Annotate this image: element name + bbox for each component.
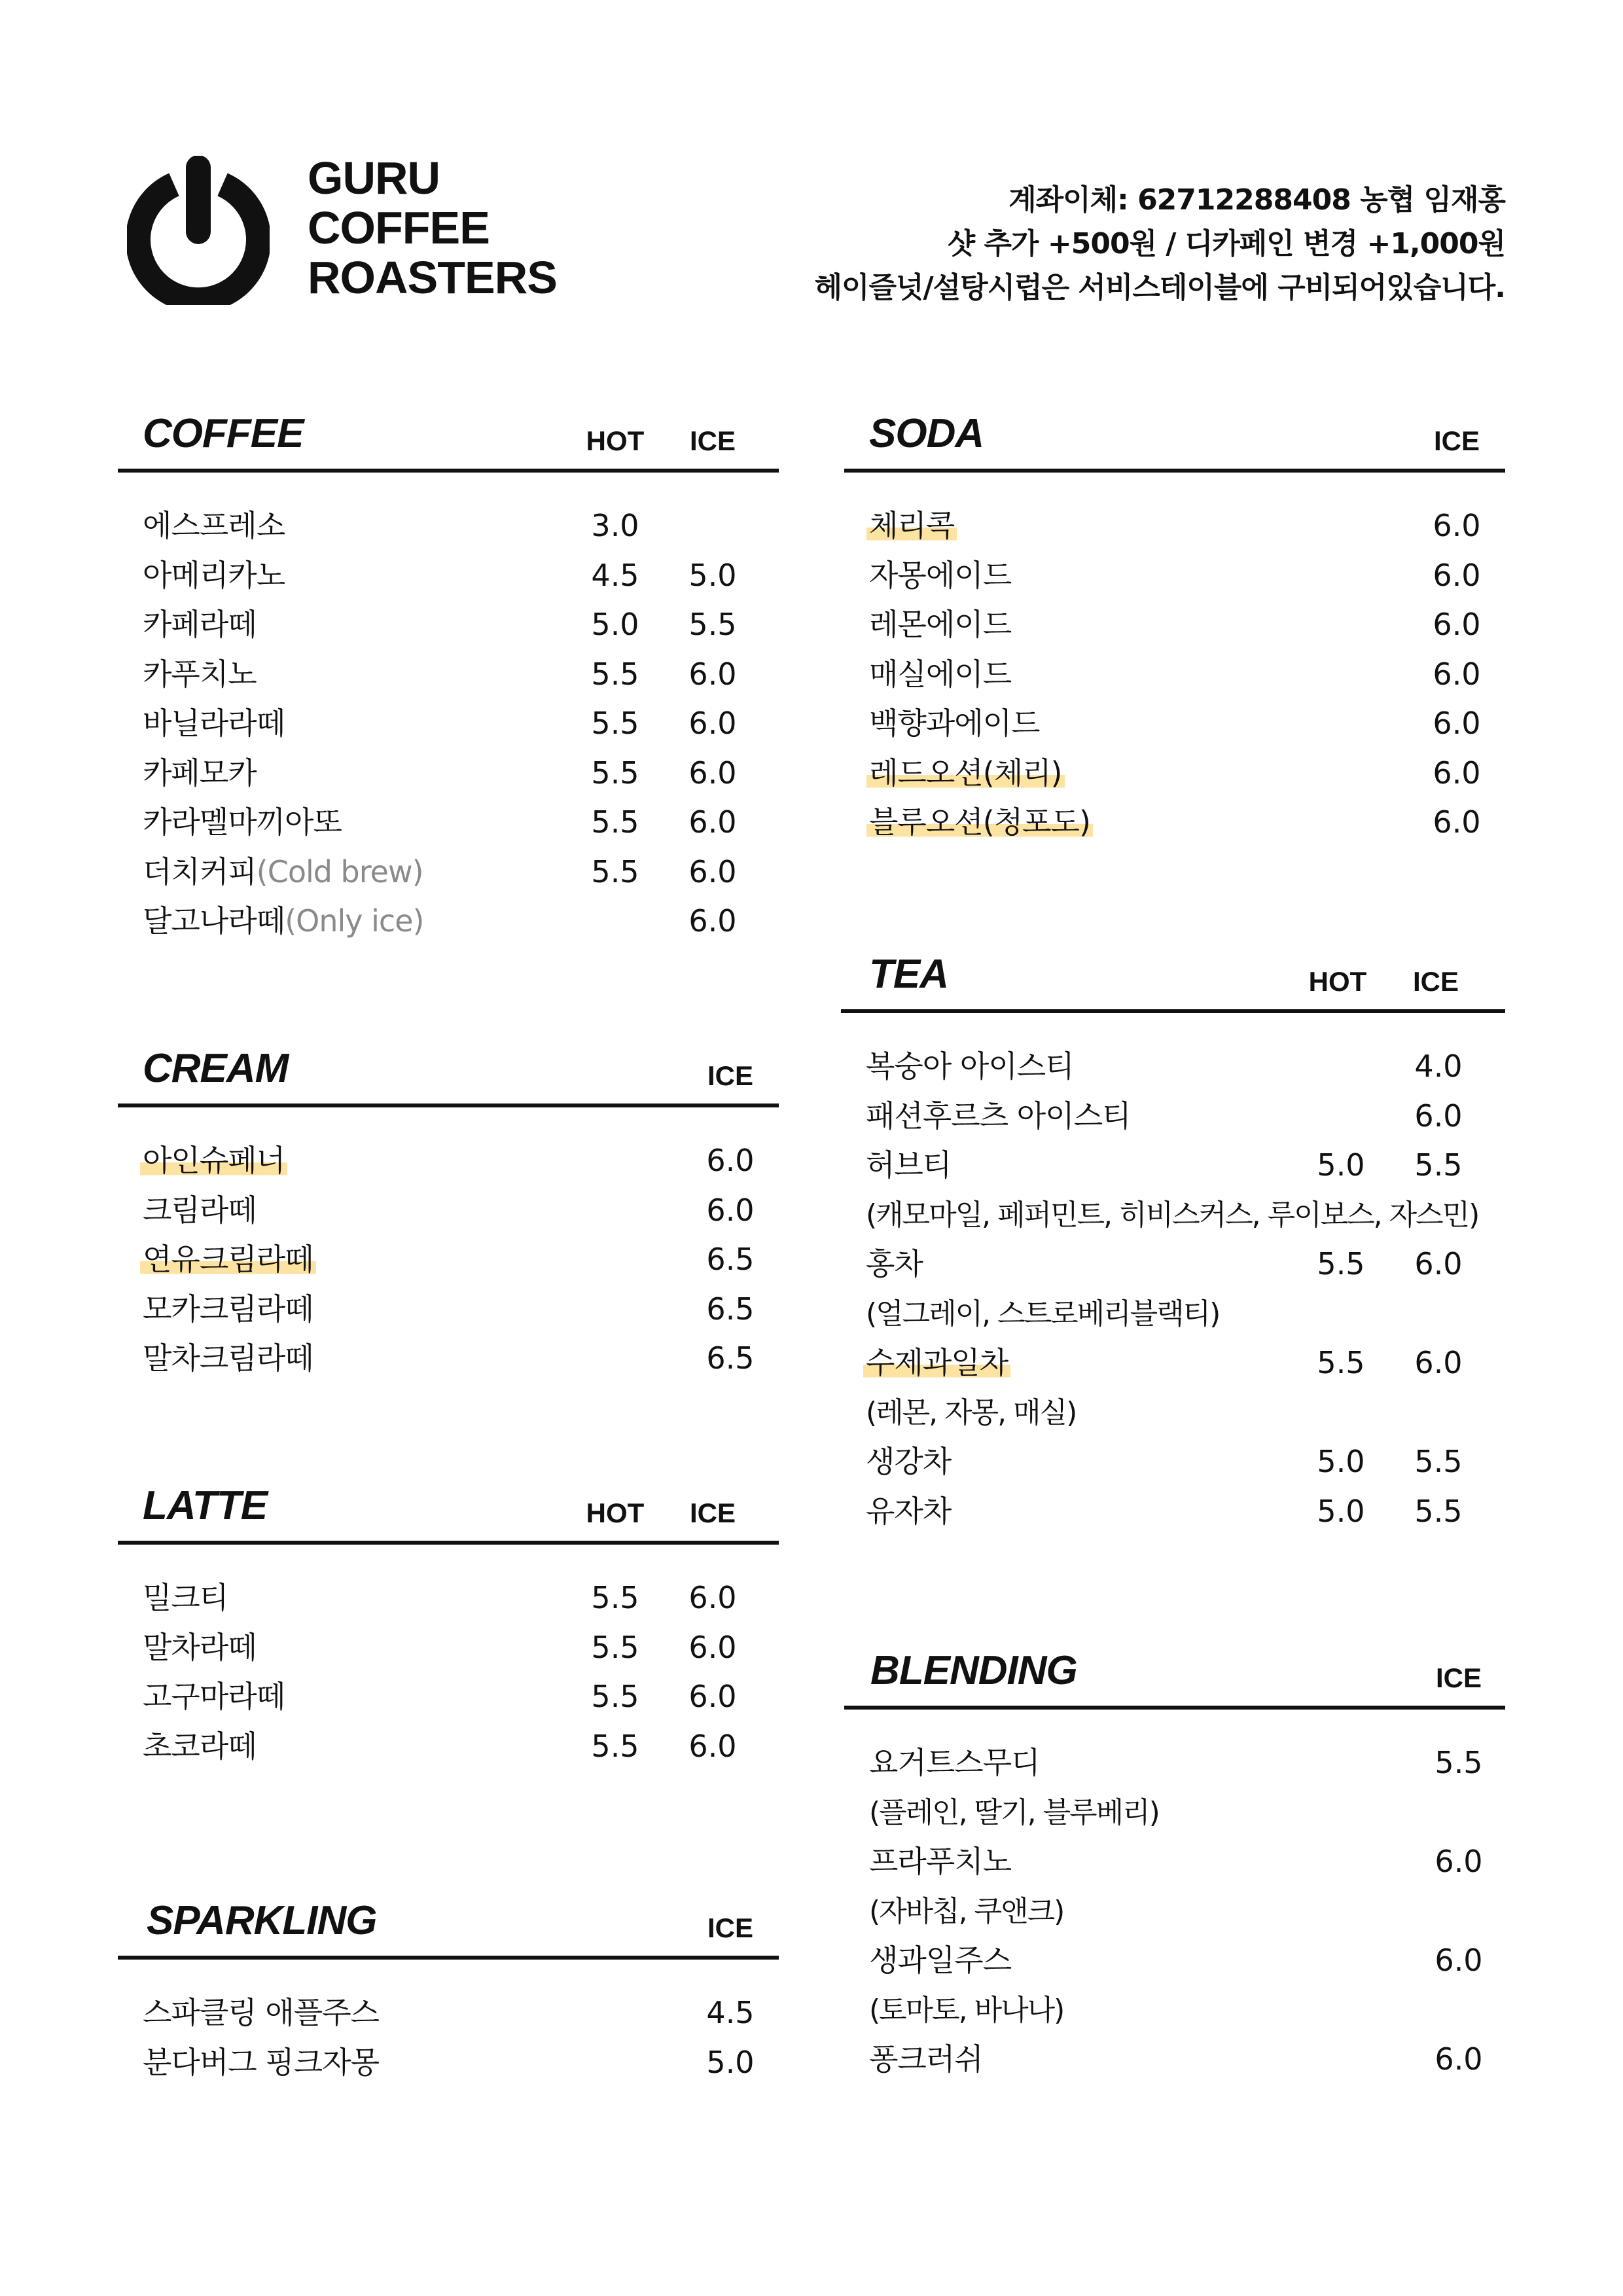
item-name — [869, 1837, 1011, 1887]
menu-item — [118, 798, 779, 848]
item-name — [143, 650, 257, 700]
item-name — [869, 699, 1040, 749]
power-icon — [127, 156, 270, 305]
item-name-text: 크림라떼 — [143, 1192, 257, 1228]
item-name — [143, 798, 342, 848]
item-name-text: 카푸치노 — [143, 656, 257, 692]
menu-item — [844, 501, 1505, 551]
hot-price: 5.0 — [591, 607, 639, 642]
hot-column-label: HOT — [586, 425, 645, 456]
item-name-text: 카라멜마끼아또 — [143, 804, 342, 840]
item-name — [866, 1437, 951, 1487]
hot-column-label: HOT — [586, 1498, 645, 1528]
item-name-text: 매실에이드 — [869, 656, 1012, 692]
item-name — [143, 1285, 313, 1335]
menu-item — [118, 501, 779, 551]
item-options-text: (얼그레이, 스트로베리블랙티) — [866, 1297, 1220, 1331]
menu-item — [118, 699, 779, 749]
syrup-info: 헤이즐넛/설탕시럽은 서비스테이블에 구비되어있습니다. — [814, 271, 1505, 304]
hot-price: 4.5 — [591, 557, 639, 593]
item-name-text: 블루오션(청포도) — [866, 804, 1093, 840]
brand-line: GURU — [308, 152, 440, 204]
hot-price: 5.5 — [591, 1629, 639, 1665]
item-name — [143, 1988, 379, 2038]
ice-price: 4.5 — [706, 1995, 755, 2030]
item-name — [143, 501, 285, 551]
item-name — [866, 1487, 951, 1537]
item-name-text: 유자차 — [866, 1493, 952, 1529]
section-title: TEA — [869, 952, 948, 997]
item-name — [866, 1092, 1131, 1141]
item-options — [844, 1986, 1505, 2036]
item-name — [869, 798, 1093, 848]
ice-price: 6.0 — [1433, 607, 1481, 642]
ice-price: 6.5 — [706, 1242, 755, 1277]
brand-line: ROASTERS — [308, 252, 557, 303]
item-name — [866, 1240, 923, 1289]
ice-price: 6.0 — [1435, 2041, 1483, 2077]
bank-transfer-info: 계좌이체: 62712288408 농협 임재홍 — [1008, 183, 1505, 217]
section-header — [841, 952, 1505, 1013]
item-list — [118, 1136, 779, 1384]
sparkling-section — [118, 1898, 779, 2087]
item-note: (Cold brew) — [256, 853, 423, 889]
item-options — [841, 1191, 1505, 1240]
menu-item — [118, 600, 779, 650]
menu-item — [118, 1334, 779, 1384]
ice-price: 6.0 — [1433, 557, 1481, 593]
item-name-text: 수제과일차 — [863, 1345, 1010, 1380]
menu-item — [118, 1573, 779, 1623]
item-name-text: 분다버그 핑크자몽 — [143, 2044, 380, 2080]
item-name — [866, 1141, 951, 1191]
section-header — [844, 1648, 1505, 1710]
item-name-text: 더치커피 — [143, 853, 257, 889]
item-list — [118, 501, 779, 946]
item-name — [143, 600, 257, 650]
menu-item — [841, 1042, 1505, 1092]
item-name-text: 퐁크러쉬 — [869, 2041, 983, 2077]
ice-price: 6.0 — [688, 1728, 737, 1764]
item-options-text: (캐모마일, 페퍼민트, 히비스커스, 루이보스, 자스민) — [866, 1198, 1479, 1232]
ice-price: 5.5 — [1414, 1444, 1463, 1479]
tea-section — [841, 952, 1505, 1536]
item-name-text: 패션후르츠 아이스티 — [866, 1098, 1131, 1134]
item-name — [143, 551, 285, 601]
ice-price: 6.0 — [688, 804, 737, 840]
section-header — [844, 411, 1505, 473]
item-name — [866, 1338, 1010, 1388]
menu-item — [844, 551, 1505, 601]
item-name-text: 카페모카 — [143, 755, 257, 791]
ice-price: 6.0 — [688, 656, 737, 692]
hot-price: 5.5 — [591, 804, 639, 840]
ice-column-label: ICE — [707, 1912, 754, 1943]
ice-price: 4.0 — [1414, 1049, 1463, 1084]
item-name — [869, 1738, 1040, 1788]
item-options-text: (자바칩, 쿠앤크) — [869, 1894, 1064, 1928]
menu-item — [118, 848, 779, 897]
menu-item — [844, 600, 1505, 650]
menu-item — [118, 650, 779, 700]
blending-section — [844, 1648, 1505, 2085]
item-name-text: 생과일주스 — [869, 1943, 1012, 1978]
cream-section — [118, 1046, 779, 1384]
section-title: CREAM — [143, 1046, 289, 1091]
ice-price: 6.0 — [688, 1679, 737, 1714]
menu-item — [118, 1235, 779, 1285]
item-name-text: 자몽에이드 — [869, 557, 1012, 593]
hot-price: 5.5 — [591, 706, 639, 741]
latte-section — [118, 1483, 779, 1771]
ice-column-label: ICE — [707, 1060, 754, 1091]
coffee-section — [118, 411, 779, 946]
ice-price: 6.0 — [1414, 1098, 1463, 1134]
menu-item — [844, 650, 1505, 700]
menu-item — [118, 1672, 779, 1722]
hot-price: 5.5 — [591, 1679, 639, 1714]
item-name-text: 생강차 — [866, 1444, 952, 1479]
ice-price: 6.0 — [1414, 1345, 1463, 1380]
menu-item — [118, 1136, 779, 1186]
item-name — [143, 848, 423, 897]
hot-price: 5.5 — [591, 1728, 639, 1764]
item-name-text: 말차크림라떼 — [143, 1340, 313, 1376]
item-options-text: (레몬, 자몽, 매실) — [866, 1395, 1077, 1429]
extra-options-info: 샷 추가 +500원 / 디카페인 변경 +1,000원 — [947, 227, 1505, 260]
menu-item — [118, 1623, 779, 1673]
item-name-text: 초코라떼 — [143, 1728, 257, 1764]
menu-item — [844, 2035, 1505, 2085]
menu-item — [844, 749, 1505, 798]
ice-price: 6.0 — [1435, 1943, 1483, 1978]
menu-item — [118, 1988, 779, 2038]
item-name-text: 말차라떼 — [143, 1629, 257, 1665]
ice-column-label: ICE — [1435, 1662, 1482, 1693]
item-name-text: 레몬에이드 — [869, 607, 1012, 642]
ice-price: 6.0 — [688, 1580, 737, 1615]
brand-name — [308, 153, 557, 302]
item-name-text: 백향과에이드 — [869, 706, 1040, 741]
menu-item — [844, 1936, 1505, 1986]
menu-item — [844, 1738, 1505, 1788]
ice-price: 5.5 — [1414, 1493, 1463, 1529]
item-options — [841, 1289, 1505, 1339]
item-name-text: 카페라떼 — [143, 607, 257, 642]
section-title: SODA — [869, 411, 984, 456]
item-name-text: 바닐라라떼 — [143, 706, 285, 741]
menu-item — [118, 1722, 779, 1772]
item-list — [118, 1573, 779, 1771]
item-name — [869, 551, 1011, 601]
item-name-text: 체리콕 — [866, 508, 957, 543]
item-name — [866, 1042, 1074, 1092]
item-name — [143, 2038, 379, 2088]
menu-item — [841, 1487, 1505, 1537]
ice-price: 6.0 — [1433, 804, 1481, 840]
item-name — [143, 1573, 228, 1623]
section-header — [118, 411, 779, 473]
ice-price: 6.5 — [706, 1291, 755, 1327]
hot-price: 5.5 — [591, 1580, 639, 1615]
section-title: BLENDING — [870, 1648, 1077, 1693]
section-title: SPARKLING — [147, 1898, 377, 1943]
item-name-text: 허브티 — [866, 1147, 952, 1183]
ice-price: 5.0 — [706, 2044, 755, 2080]
item-name — [143, 1623, 257, 1673]
item-name-text: 스파클링 애플주스 — [143, 1995, 380, 2030]
item-list — [841, 1042, 1505, 1536]
item-name — [869, 2035, 983, 2085]
ice-price: 5.5 — [688, 607, 737, 642]
item-name-text: 요거트스무디 — [869, 1745, 1040, 1780]
menu-item — [118, 2038, 779, 2088]
ice-price: 6.0 — [1433, 508, 1481, 543]
soda-section — [844, 411, 1505, 848]
item-name — [143, 1722, 257, 1772]
item-options — [844, 1788, 1505, 1838]
item-name-text: 에스프레소 — [143, 508, 285, 543]
ice-price: 5.5 — [1414, 1147, 1463, 1183]
item-name — [869, 600, 1011, 650]
item-name-text: 밀크티 — [143, 1580, 228, 1615]
hot-price: 5.5 — [591, 656, 639, 692]
ice-column-label: ICE — [689, 1498, 736, 1528]
ice-price: 6.0 — [1433, 755, 1481, 791]
item-name-text: 모카크림라떼 — [143, 1291, 313, 1327]
item-name-text: 아인슈페너 — [140, 1143, 287, 1178]
item-name — [143, 1672, 285, 1722]
ice-price: 6.0 — [1435, 1844, 1483, 1879]
menu-item — [844, 699, 1505, 749]
brand-line: COFFEE — [308, 202, 490, 253]
ice-column-label: ICE — [1433, 425, 1480, 456]
item-name — [143, 1136, 287, 1186]
menu-item — [841, 1338, 1505, 1388]
ice-price: 6.0 — [1433, 706, 1481, 741]
item-name-text: 연유크림라떼 — [140, 1242, 316, 1277]
section-header — [118, 1483, 779, 1545]
item-name-text: 아메리카노 — [143, 557, 285, 593]
ice-price: 6.0 — [1414, 1246, 1463, 1282]
hot-price: 5.0 — [1317, 1147, 1365, 1183]
menu-item — [118, 749, 779, 798]
ice-price: 5.0 — [688, 557, 737, 593]
item-name-text: 프라푸치노 — [869, 1844, 1012, 1879]
menu-item — [841, 1141, 1505, 1191]
item-list — [844, 1738, 1505, 2085]
item-name — [143, 749, 257, 798]
item-name-text: 레드오션(체리) — [866, 755, 1065, 791]
menu-item — [844, 1837, 1505, 1887]
item-name — [143, 1186, 257, 1236]
hot-price: 5.5 — [1317, 1246, 1365, 1282]
menu-item — [841, 1240, 1505, 1289]
hot-price: 5.5 — [591, 755, 639, 791]
item-name — [869, 501, 957, 551]
hot-price: 5.0 — [1317, 1444, 1365, 1479]
item-name-text: 홍차 — [866, 1246, 923, 1282]
ice-price: 6.0 — [706, 1143, 755, 1178]
item-name — [143, 1334, 313, 1384]
ice-price: 6.5 — [706, 1340, 755, 1376]
ice-column-label: ICE — [689, 425, 736, 456]
item-note: (Only ice) — [285, 903, 424, 939]
item-name-text: 달고나라떼 — [143, 903, 285, 939]
section-title: LATTE — [143, 1483, 268, 1528]
item-name — [869, 1936, 1011, 1986]
menu-item — [844, 798, 1505, 848]
item-name-text: 고구마라떼 — [143, 1679, 285, 1714]
ice-price: 6.0 — [688, 853, 737, 889]
section-header — [118, 1046, 779, 1107]
section-title: COFFEE — [143, 411, 304, 456]
ice-price: 5.5 — [1435, 1745, 1483, 1780]
hot-price: 5.5 — [1317, 1345, 1365, 1380]
item-name-text: 복숭아 아이스티 — [866, 1049, 1074, 1084]
hot-column-label: HOT — [1308, 966, 1367, 997]
item-name — [143, 699, 285, 749]
menu-item — [118, 897, 779, 946]
item-options — [841, 1388, 1505, 1438]
section-header — [118, 1898, 779, 1960]
item-list — [118, 1988, 779, 2087]
item-list — [844, 501, 1505, 848]
menu-item — [118, 1285, 779, 1335]
ice-price: 6.0 — [706, 1192, 755, 1228]
item-name — [143, 897, 423, 946]
info-block — [814, 178, 1505, 310]
item-options-text: (플레인, 딸기, 블루베리) — [869, 1795, 1159, 1829]
item-options-text: (토마토, 바나나) — [869, 1993, 1064, 2027]
item-name — [143, 1235, 316, 1285]
menu-item — [118, 551, 779, 601]
item-name — [869, 749, 1065, 798]
hot-price: 5.5 — [591, 853, 639, 889]
menu-item — [841, 1092, 1505, 1141]
ice-price: 6.0 — [1433, 656, 1481, 692]
item-options — [844, 1887, 1505, 1937]
ice-price: 6.0 — [688, 755, 737, 791]
hot-price: 5.0 — [1317, 1493, 1365, 1529]
ice-column-label: ICE — [1412, 966, 1459, 997]
ice-price: 6.0 — [688, 903, 737, 939]
menu-item — [118, 1186, 779, 1236]
item-name — [869, 650, 1011, 700]
ice-price: 6.0 — [688, 706, 737, 741]
hot-price: 3.0 — [591, 508, 639, 543]
ice-price: 6.0 — [688, 1629, 737, 1665]
menu-item — [841, 1437, 1505, 1487]
